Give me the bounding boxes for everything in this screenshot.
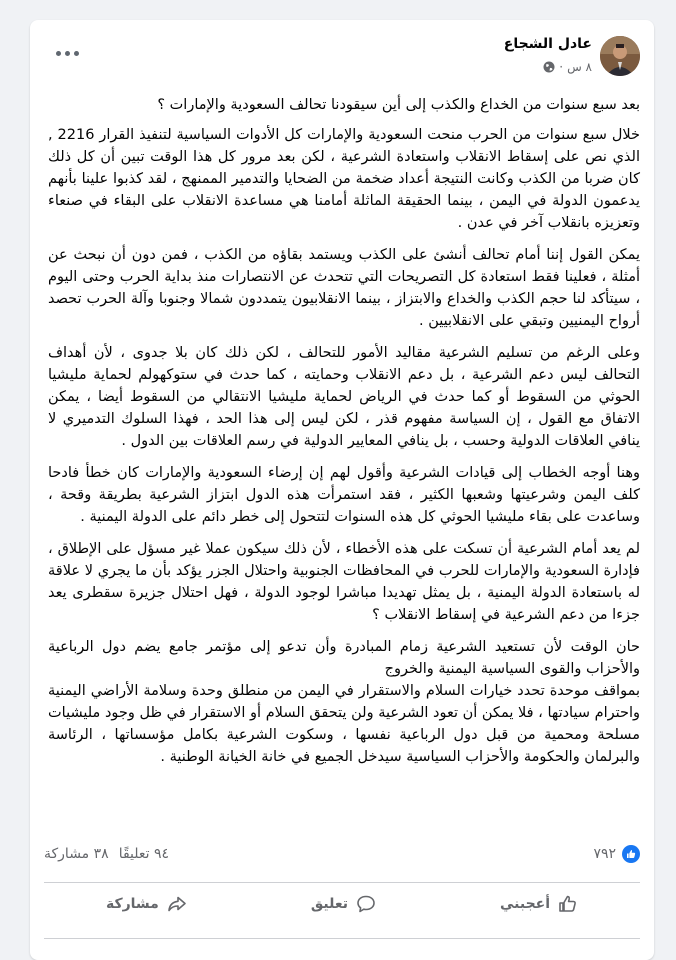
comment-button[interactable] [295,888,392,920]
post-meta [543,60,592,74]
post-title: بعد سبع سنوات من الخداع والكذب إلى أين سيقودنا تحالف السعودية والإمارات ؟ [157,97,640,113]
post-paragraph: وهنا أوجه الخطاب إلى قيادات الشرعية وأقول لهم إن إرضاء السعودية والإمارات كان خطأ فادحا كلف اليمن وشرعيتها وشعبها الكثير ، فقد استمرأت هذه الدول ابتزاز الشرعية بطريقة وقحة ، وساعدت على بقاء مليشيا الحوثي كل هذه السنوات لتتحول إلى خطر دائم على الدولة اليمنية . [48,465,640,525]
like-reaction-icon [622,845,640,863]
post-header [30,20,654,88]
post-final-line: بمواقف موحدة تحدد خيارات السلام والاستقرار في اليمن من منطلق وحدة وسلامة الأراضي اليمنية واحترام سيادتها ، فلا يمكن أن تعود الشرعية ولن يتحقق السلام أو الاستقرار في ظل وجود مليشيات مسلحة ومحمية من قبل دول الرباعية نفسها ، وسكوت الشرعية بكامل مؤسساتها ، الرئاسة والبرلمان والحكومة والأحزاب السياسية سيدخل الجميع في خانة الخيانة الوطنية . [48,683,640,765]
post-time[interactable]: ٨ س [567,60,592,74]
more-options-icon[interactable] [52,46,82,60]
author-name[interactable]: عادل الشجاع [503,36,592,52]
share-button[interactable] [90,888,203,920]
post-card [30,20,654,960]
post-actions [44,882,640,925]
reactions-count: ٧٩٢ [593,846,616,862]
engagement-counts [44,846,169,862]
avatar[interactable] [600,36,640,76]
comment-label: تعليق [310,896,349,912]
post-paragraph: خلال سبع سنوات من الحرب منحت السعودية والإمارات كل الأدوات السياسية لتنفيذ القرار 2216 , الذي نص على إسقاط الانقلاب واستعادة الشرعية ، لكن بعد مرور كل هذا الوقت تبين أن كل ذلك كان ضربا من الكذب وكانت النتيجة أعداد ضخمة من الضحايا والتدمير الممنهج ، لقد كذبوا علينا بأنهم يدعمون الدولة في اليمن ، بينما الحقيقة الماثلة أمامنا هي مساعدة الانقلاب على البقاء في صنعاء وتعزيزه بانقلاب آخر في عدن . [48,127,640,231]
post-body [30,88,654,768]
post-paragraph: يمكن القول إننا أمام تحالف أنشئ على الكذب ويستمد بقاؤه من الكذب ، فمن دون أن نبحث عن أمثلة ، فعلينا فقط استعادة كل التصريحات التي تتحدث عن الانتصارات منذ بداية الحرب وحتى اليوم ، سيتأكد لنا حجم الكذب والخداع والابتزاز ، بينما الانقلابيون يتمددون شمالا وجنوبا وآلة الحرب تحصد أرواح اليمنيين وتبقي على الانقلابيين . [48,247,640,329]
share-label: مشاركة [105,896,159,912]
reactions-summary[interactable] [593,845,640,863]
post-paragraph: وعلى الرغم من تسليم الشرعية مقاليد الأمور للتحالف ، لكن ذلك كان بلا جدوى ، لأن أهداف التحالف ليس دعم الشرعية ، بل دعم الانقلاب وحمايته ، كما حدث في ستوكهولم لحماية مليشيا الحوثي من السقوط أو كما حدث في الرياض لحماية مليشيا الانتقالي من السقوط أيضا ، يمكن الاتفاق مع القول ، إن السياسة مفهوم قذر ، لكن ليس إلى هذا الحد ، فهذا السلوك التدميري لا ينافي العلاقات الدولية وحسب ، بل ينافي المعايير الدولية في رسم العلاقات بين الدول . [48,345,640,449]
comment-icon [356,894,376,914]
like-label: أعجبني [499,896,551,912]
shares-count[interactable]: ٣٨ مشاركة [44,846,109,862]
thumbs-up-icon [558,894,578,914]
post-final-line: حان الوقت لأن تستعيد الشرعية زمام المبادرة وأن تدعو إلى مؤتمر جامع يضم دول الرباعية والأحزاب والقوى السياسية اليمنية والخروج [48,639,640,677]
comments-count[interactable]: ٩٤ تعليقًا [118,846,170,862]
meta-separator: · [559,60,564,74]
like-button[interactable] [484,888,594,920]
post-paragraph: لم يعد أمام الشرعية أن تسكت على هذه الأخطاء ، لأن ذلك سيكون عملا غير مسؤل على الإطلاق ، فإدارة السعودية والإمارات للحرب في المحافظات الجنوبية واحتلال الجزر يؤكد بأن ما يجري لا علاقة له باستعادة الدولة اليمنية ، بل يمثل تهديدا مباشرا لوجود الدولة ، فهل احتلال جزيرة سقطرى يعد جزءا من دعم الشرعية في إسقاط الانقلاب ؟ [48,541,640,623]
post-stats [30,840,654,868]
globe-icon [543,61,555,73]
avatar-image [600,36,640,76]
divider [44,938,640,939]
share-icon [167,894,187,914]
